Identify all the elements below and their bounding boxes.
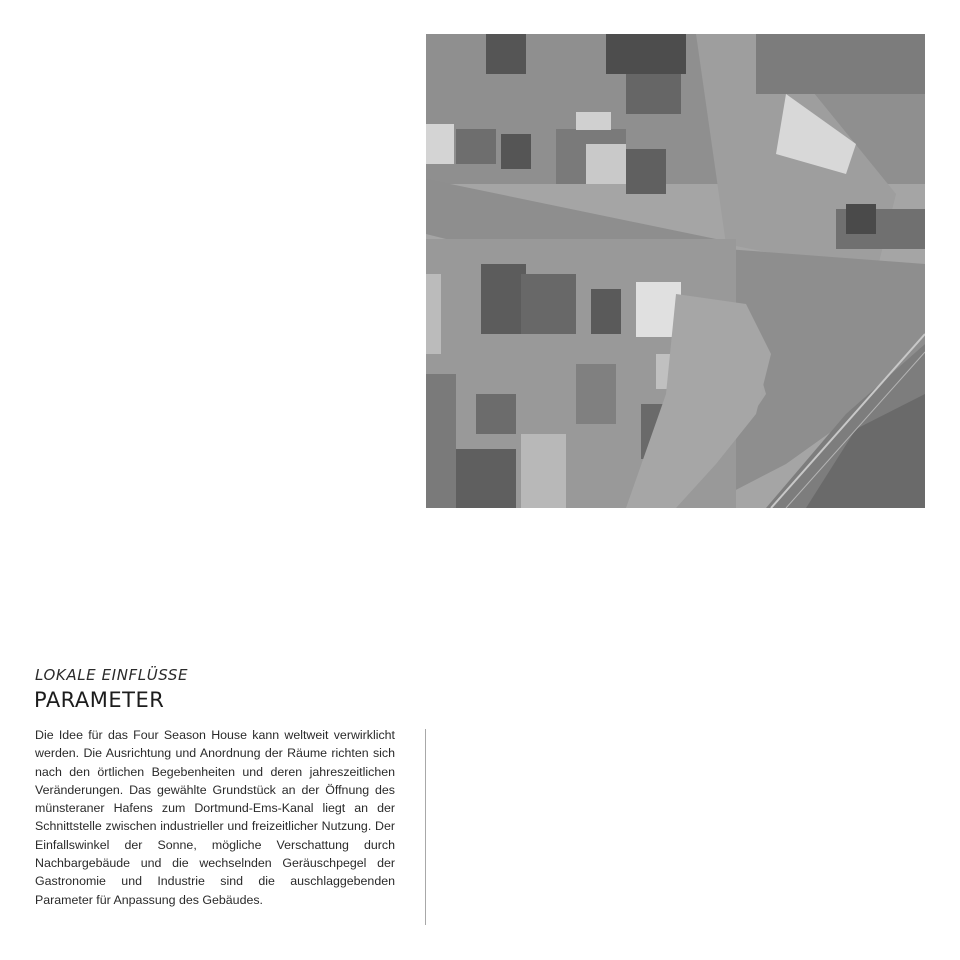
aerial-photo [426, 34, 925, 508]
body-paragraph: Die Idee für das Four Season House kann weltweit verwirklicht werden. Die Ausrichtung und Anordnung der Räume richten sich nach den örtlichen Begebenheiten und deren jahreszeitlichen Veränderungen. Das gewählte Grundstück an der Öffnung des münsteraner Hafens zum Dortmund-Ems-Kanal liegt an der Schnittstelle zwischen industrieller und freizeitlicher Nutzung. Der Einfallswinkel der Sonne, mögliche Verschattung durch Nachbargebäude und die wechselnden Geräuschpegel der Gastronomie und Industrie sind die auschlaggebenden Parameter für Anpassung des Gebäudes. [35, 728, 395, 907]
page-title: PARAMETER [34, 688, 165, 712]
vertical-divider [425, 729, 426, 925]
aerial-photo-graphic [426, 34, 925, 508]
section-kicker: LOKALE EINFLÜSSE [35, 666, 189, 684]
